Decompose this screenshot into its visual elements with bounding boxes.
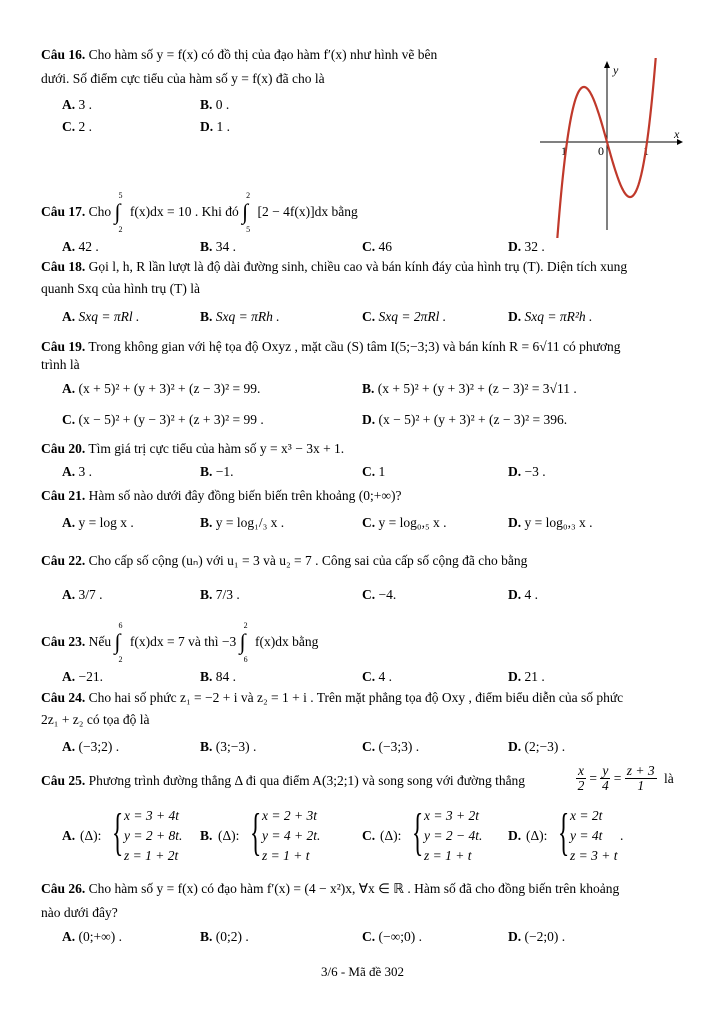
q17-label: Câu 17. xyxy=(41,204,86,219)
q21-option-b: B. y = log₁/₃ x . xyxy=(200,515,285,530)
q22-option-c: C. −4. xyxy=(362,587,397,602)
q26-option-a: A. (0;+∞) . xyxy=(62,929,122,944)
exam-page: Câu 16. Cho hàm số y = f(x) có đồ thị của đạo hàm f′(x) như hình vẽ bên dưới. Số điểm cực tiểu của hàm số y = f(x) đã cho là A. 3 . B. 0 . C. 2 . D. 1 . x y 1 0 1 Câu 17. Cho ∫ 5 2 f(x)dx = 10 . Khi đó ∫ 2 5 [2 − 4f(x)]dx bằng A. 42 . B. 34 . C. 46 D. 32 . Câu 18. Gọi l, h, R lần lượt là độ dài đường sinh, chiều cao và bán kính đáy của hình trụ (T). Diện tích xung quanh Sxq của hình trụ (T) là A. Sxq = πRl . B. Sxq = πRh . C. Sxq = 2πRl . D. Sxq = πR²h . Câu 19. Trong không gian với hệ tọa độ Oxyz , mặt cầu (S) tâm I(5;−3;3) và bán kính R = 6√11 có phương trình là A. (x + 5)² + (y + 3)² + (z − 3)² = 99. B. (x + 5)² + (y + 3)² + (z − 3)² = 3√11 . C. (x − 5)² + (y − 3)² + (z + 3)² = 99 . D. (x − 5)² + (y + 3)² + (z − 3)² = 396. Câu 20. Tìm giá trị cực tiểu của hàm số y = x³ − 3x + 1. A. 3 . B. −1. C. 1 D. −3 . Câu 21. Hàm số nào dưới đây đồng biến biến trên khoảng (0;+∞)? A. y = log x . B. y = log₁/₃ x . C. y = log₀,₅ x . D. y = log₀,₃ x . Câu 22. Cho cấp số cộng (uₙ) với u₁ = 3 và u₂ = 7 . Công sai của cấp số cộng đã cho bằng A. 3/7 . B. 7/3 . C. −4. D. 4 . Câu 23. Nếu ∫ 6 2 f(x)dx = 7 và thì −3 ∫ 2 6 f(x)dx bằng A. −21. B. 84 . C. 4 . D. 21 . Câu 24. Cho hai số phức z₁ = −2 + i và z₂ = 1 + i . Trên mặt phẳng tọa độ Oxy , điểm biểu diễn của số phức 2z₁ + z₂ có tọa độ là A. (−3;2) . B. (3;−3) . C. (−3;3) . D. (2;−3) . Câu 25. Phương trình đường thẳng Δ đi qua điểm A(3;2;1) và song song với đường thẳng $\frac{x}{2}$ = $\frac{y}{4}$ = $\frac{z + 3}{1}$ là A. (Δ): { x = 3 + 4t y = 2 + 8t. z = 1 + 2t B. (Δ): { x = 2 + 3t y = 4 + 2t. z = 1 + t C. (Δ): { x = 3 + 2t y = 2 − 4t. z = 1 + t D. (Δ): { x = 2t y = 4t z = 3 + t . Câu 26. Cho hàm số y = f(x) có đạo hàm f′(x) = (4 − x²)x, ∀x ∈ ℝ . Hàm số đã cho đồng biến trên khoảng nào dưới đây? A. (0;+∞) . B. (0;2) . C. (−∞;0) . D. (−2;0) . 3/6 - Mã đề 302 xyxy=(0,0,725,1024)
q19-option-c: C. (x − 5)² + (y − 3)² + (z + 3)² = 99 . xyxy=(62,412,264,427)
q23-option-c: C. 4 . xyxy=(362,669,392,684)
q18-option-a: A. Sxq = πRl . xyxy=(62,309,140,324)
q23-line1: Câu 23. Nếu ∫ 6 2 f(x)dx = 7 và thì −3 ∫ 2 6 f(x)dx bằng xyxy=(41,621,319,664)
q17-option-c: C. 46 xyxy=(362,239,392,254)
q16-option-b: B. 0 . xyxy=(200,97,230,112)
q26-option-c: C. (−∞;0) . xyxy=(362,929,422,944)
q18-option-d: D. Sxq = πR²h . xyxy=(508,309,593,324)
derivative-graph xyxy=(535,58,685,238)
q21-option-a: A. y = log x . xyxy=(62,515,134,530)
q23-option-d: D. 21 . xyxy=(508,669,545,684)
q24-option-a: A. (−3;2) . xyxy=(62,739,120,754)
q19-line1: Câu 19. Trong không gian với hệ tọa độ Oxyz , mặt cầu (S) tâm I(5;−3;3) và bán kính R = 6√11 có phương xyxy=(41,339,621,354)
q20-option-a: A. 3 . xyxy=(62,464,92,479)
q21-line1: Câu 21. Hàm số nào dưới đây đồng biến biến trên khoảng (0;+∞)? xyxy=(41,488,402,503)
q20-option-c: C. 1 xyxy=(362,464,386,479)
q23-option-b: B. 84 . xyxy=(200,669,237,684)
q18-line1: Câu 18. Gọi l, h, R lần lượt là độ dài đường sinh, chiều cao và bán kính đáy của hình trụ (T). Diện tích xung xyxy=(41,259,628,274)
q16-option-d: D. 1 . xyxy=(200,119,230,134)
q26-option-b: B. (0;2) . xyxy=(200,929,249,944)
q17-option-b: B. 34 . xyxy=(200,239,237,254)
q17-line1 xyxy=(41,191,358,234)
q22-option-d: D. 4 . xyxy=(508,587,538,602)
q22-option-b: B. 7/3 . xyxy=(200,587,240,602)
q21-option-d: D. y = log₀,₃ x . xyxy=(508,515,593,530)
origin-label: 0 xyxy=(598,144,604,158)
tick-label-neg1: 1 xyxy=(561,144,567,158)
q17-integral-1-body: f(x)dx = 10 . Khi đó xyxy=(129,204,239,219)
q16-line1 xyxy=(41,46,437,64)
q19-line2: trình là xyxy=(41,357,80,372)
tick-label-pos1: 1 xyxy=(643,144,649,158)
q24-line1: Câu 24. Cho hai số phức z₁ = −2 + i và z₂ = 1 + i . Trên mặt phẳng tọa độ Oxy , điểm biểu diễn của số phức xyxy=(41,690,624,705)
q19-option-d: D. (x − 5)² + (y + 3)² + (z − 3)² = 396. xyxy=(362,412,568,427)
y-axis-label: y xyxy=(613,63,619,77)
q24-option-c: C. (−3;3) . xyxy=(362,739,420,754)
q25-line-equation: $\frac{x}{2}$ = $\frac{y}{4}$ = $\frac{z + 3}{1}$ là xyxy=(577,763,674,793)
q17-integral-2: ∫ 2 5 xyxy=(242,191,251,234)
q16-option-a: A. 3 . xyxy=(62,97,92,112)
q26-option-d: D. (−2;0) . xyxy=(508,929,566,944)
q17-option-d: D. 32 . xyxy=(508,239,545,254)
q23-integral-1: ∫ 6 2 xyxy=(114,621,123,664)
q19-option-a: A. (x + 5)² + (y + 3)² + (z − 3)² = 99. xyxy=(62,381,261,396)
q22-option-a: A. 3/7 . xyxy=(62,587,103,602)
q23-option-a: A. −21. xyxy=(62,669,103,684)
q21-option-c: C. y = log₀,₅ x . xyxy=(362,515,447,530)
q17-option-a: A. 42 . xyxy=(62,239,99,254)
q18-option-c: C. Sxq = 2πRl . xyxy=(362,309,447,324)
q22-line1: Câu 22. Cho cấp số cộng (uₙ) với u₁ = 3 và u₂ = 7 . Công sai của cấp số cộng đã cho bằng xyxy=(41,553,528,568)
q17-integral-2-body: [2 − 4f(x)]dx bằng xyxy=(257,204,358,219)
q16-line2: dưới. Số điểm cực tiểu của hàm số y = f(x) đã cho là xyxy=(41,71,325,86)
q26-line1: Câu 26. Cho hàm số y = f(x) có đạo hàm f′(x) = (4 − x²)x, ∀x ∈ ℝ . Hàm số đã cho đồng biến trên khoảng xyxy=(41,881,620,896)
q16-label: Câu 16. xyxy=(41,47,86,62)
q26-line2: nào dưới đây? xyxy=(41,905,118,920)
q16-text-1: Cho hàm số y = f(x) có đồ thị của đạo hàm f′(x) như hình vẽ bên xyxy=(88,47,438,62)
q18-option-b: B. Sxq = πRh . xyxy=(200,309,280,324)
q16-option-c: C. 2 . xyxy=(62,119,92,134)
q17-integral-1: ∫ 5 2 xyxy=(114,191,123,234)
q24-option-b: B. (3;−3) . xyxy=(200,739,257,754)
q24-option-d: D. (2;−3) . xyxy=(508,739,566,754)
q20-line1: Câu 20. Tìm giá trị cực tiểu của hàm số y = x³ − 3x + 1. xyxy=(41,441,345,456)
q23-integral-2: ∫ 2 6 xyxy=(239,621,248,664)
x-axis-label: x xyxy=(674,127,680,141)
q19-option-b: B. (x + 5)² + (y + 3)² + (z − 3)² = 3√11 . xyxy=(362,381,577,396)
y-axis-arrow xyxy=(604,61,610,68)
page-footer: 3/6 - Mã đề 302 xyxy=(320,964,405,979)
q20-option-b: B. −1. xyxy=(200,464,234,479)
q25-line1: Câu 25. Phương trình đường thẳng Δ đi qua điểm A(3;2;1) và song song với đường thẳng xyxy=(41,773,526,788)
q17-text: Cho xyxy=(88,204,112,219)
q20-option-d: D. −3 . xyxy=(508,464,546,479)
q18-line2: quanh Sxq của hình trụ (T) là xyxy=(41,281,200,296)
q24-line2: 2z₁ + z₂ có tọa độ là xyxy=(41,712,150,727)
